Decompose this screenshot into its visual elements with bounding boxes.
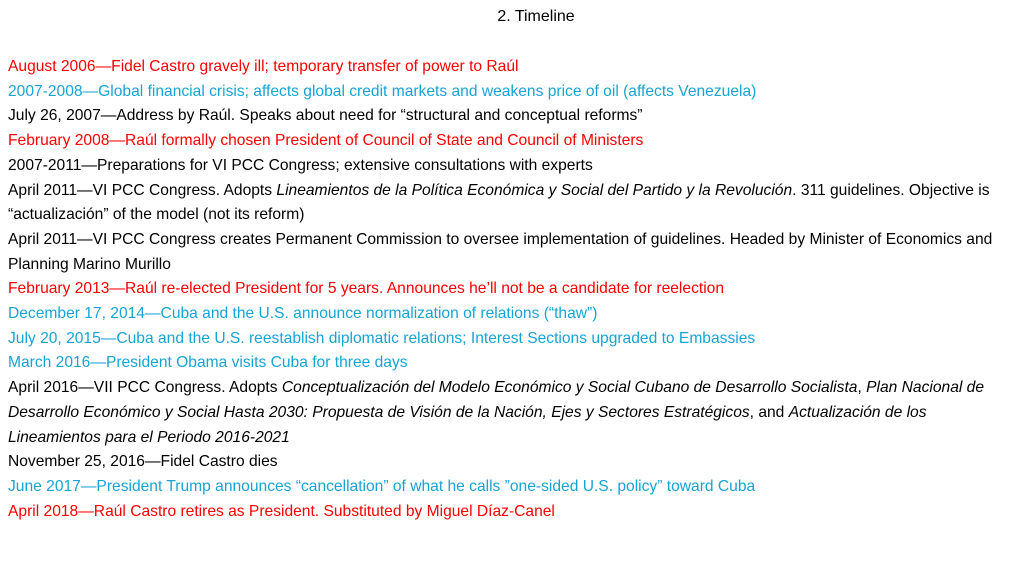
document-title: Conceptualización del Modelo Económico y Social Cubano de Desarrollo Socialista — [281, 379, 858, 397]
timeline-entry: December 17, 2014—Cuba and the U.S. announce normalization of relations (“thaw”) — [8, 305, 598, 323]
timeline-list — [8, 55, 1012, 524]
timeline-entry: June 2017—President Trump announces “cancellation” of what he calls ”one-sided U.S. policy” toward Cuba — [8, 477, 756, 495]
timeline-entry: 2007-2008—Global financial crisis; affects global credit markets and weakens price of oil (affects Venezuela) — [8, 82, 757, 100]
entry-text: April 2016—VII PCC Congress. Adopts — [8, 379, 282, 397]
timeline-entry: April 2011—VI PCC Congress creates Permanent Commission to oversee implementation of guidelines. Headed by Minister of Economics and Planning Marino Murillo — [8, 230, 993, 273]
timeline-entry: March 2016—President Obama visits Cuba for three days — [8, 354, 408, 372]
timeline-entry: 2007-2011—Preparations for VI PCC Congress; extensive consultations with experts — [8, 156, 593, 174]
document-title: Plan Nacional de Desarrollo Económico y Social Hasta 2030: Propuesta de Visión de la Nación, Ejes y Sectores Estratégicos — [8, 379, 985, 421]
slide-title: 2. Timeline — [497, 8, 575, 25]
timeline-entry: April 2018—Raúl Castro retires as President. Substituted by Miguel Díaz-Canel — [8, 502, 555, 520]
timeline-entry — [8, 179, 1012, 228]
document-title: Actualización de los Lineamientos para el Periodo 2016-2021 — [8, 403, 927, 446]
timeline-entry: July 20, 2015—Cuba and the U.S. reestablish diplomatic relations; Interest Sections upgraded to Embassies — [8, 329, 756, 347]
timeline-entry: February 2013—Raúl re-elected President for 5 years. Announces he’ll not be a candidate for reelection — [8, 280, 725, 298]
timeline-entry: August 2006—Fidel Castro gravely ill; temporary transfer of power to Raúl — [8, 58, 519, 75]
timeline-entry: November 25, 2016—Fidel Castro dies — [8, 453, 278, 471]
document-title: Lineamientos de la Política Económica y Social del Partido y la Revolución — [276, 181, 793, 199]
timeline-entry: February 2008—Raúl formally chosen President of Council of State and Council of Ministers — [8, 132, 644, 150]
entry-text: . 311 guidelines. Objective is “actualización” of the model (not its reform) — [8, 181, 990, 224]
entry-text: , and — [749, 403, 789, 421]
entry-text: , — [857, 379, 867, 397]
timeline-entry — [8, 376, 1012, 450]
timeline-entry: July 26, 2007—Address by Raúl. Speaks about need for “structural and conceptual reforms” — [8, 107, 643, 125]
entry-text: April 2011—VI PCC Congress. Adopts — [8, 181, 277, 199]
